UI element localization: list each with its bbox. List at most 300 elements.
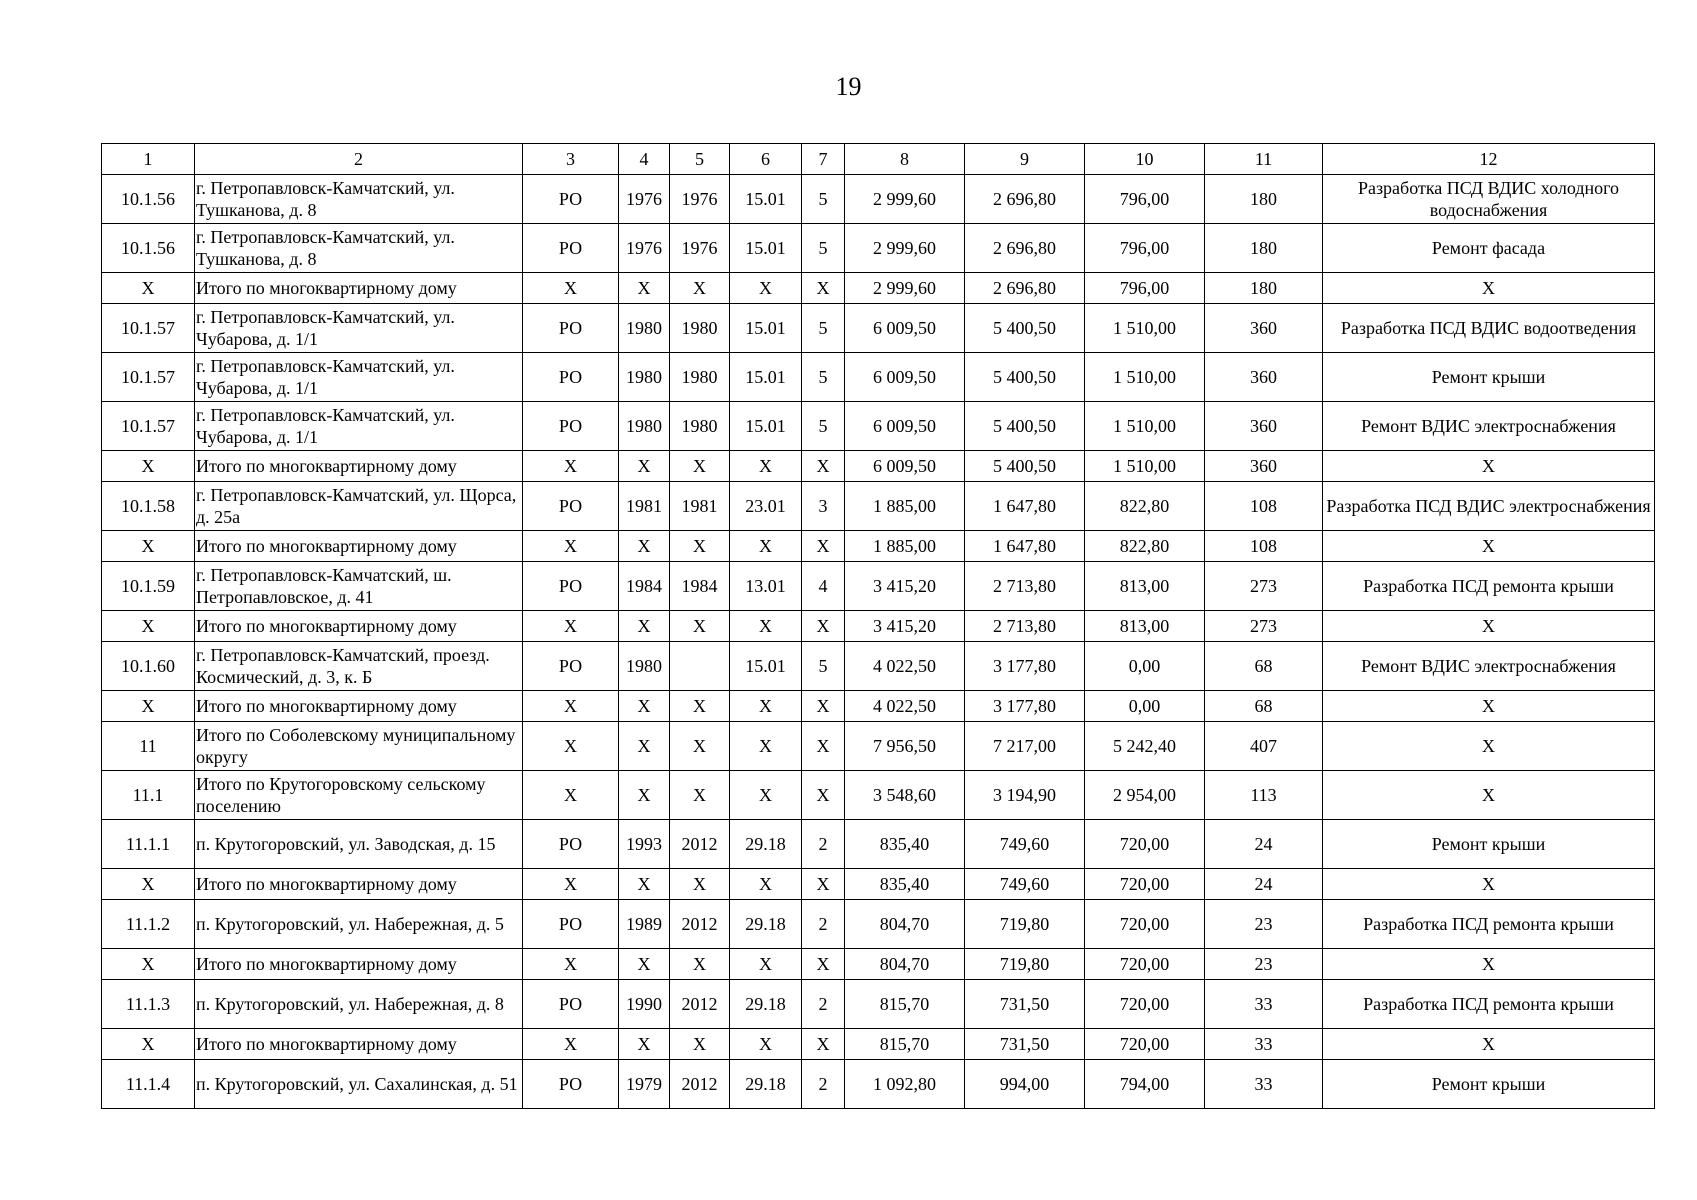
- residents-cell: 407: [1205, 722, 1323, 771]
- work-type-cell: Разработка ПСД ВДИС холодного водоснабжения: [1323, 175, 1655, 224]
- address-cell: г. Петропавловск-Камчатский, ул. Чубарова, д. 1/1: [195, 353, 523, 402]
- table-row: [102, 224, 1655, 273]
- address-cell: Итого по Крутогоровскому сельскому поселению: [195, 771, 523, 820]
- method-cell: РО: [523, 304, 619, 353]
- living-area-cell: 994,00: [965, 1060, 1085, 1109]
- residents-cell: 273: [1205, 611, 1323, 642]
- area-cell: 0,00: [1085, 691, 1205, 722]
- table-row: [102, 175, 1655, 224]
- code-cell: 29.18: [730, 900, 802, 949]
- residents-cell: 24: [1205, 869, 1323, 900]
- area-cell: 720,00: [1085, 900, 1205, 949]
- living-area-cell: 5 400,50: [965, 451, 1085, 482]
- total-area-cell: 804,70: [845, 949, 965, 980]
- living-area-cell: 2 713,80: [965, 611, 1085, 642]
- work-type-cell: X: [1323, 691, 1655, 722]
- commission-year-cell: 1980: [619, 402, 670, 451]
- commission-year-cell: 1984: [619, 562, 670, 611]
- total-area-cell: 6 009,50: [845, 304, 965, 353]
- address-cell: г. Петропавловск-Камчатский, ул. Тушканова, д. 8: [195, 175, 523, 224]
- table-row: [102, 402, 1655, 451]
- area-cell: 720,00: [1085, 869, 1205, 900]
- work-type-cell: Ремонт ВДИС электроснабжения: [1323, 642, 1655, 691]
- table-header-row: [102, 144, 1655, 175]
- code-cell: 29.18: [730, 820, 802, 869]
- total-area-cell: 6 009,50: [845, 353, 965, 402]
- repair-year-cell: X: [670, 691, 730, 722]
- address-cell: п. Крутогоровский, ул. Набережная, д. 5: [195, 900, 523, 949]
- code-cell: X: [730, 691, 802, 722]
- address-cell: п. Крутогоровский, ул. Заводская, д. 15: [195, 820, 523, 869]
- method-cell: РО: [523, 175, 619, 224]
- total-area-cell: 3 415,20: [845, 611, 965, 642]
- commission-year-cell: X: [619, 949, 670, 980]
- code-cell: 29.18: [730, 1060, 802, 1109]
- address-cell: г. Петропавловск-Камчатский, ул. Щорса, д. 25а: [195, 482, 523, 531]
- work-type-cell: X: [1323, 771, 1655, 820]
- row-number-cell: 11.1.4: [102, 1060, 195, 1109]
- row-number-cell: 10.1.57: [102, 353, 195, 402]
- area-cell: 822,80: [1085, 531, 1205, 562]
- area-cell: 5 242,40: [1085, 722, 1205, 771]
- total-area-cell: 4 022,50: [845, 691, 965, 722]
- address-cell: п. Крутогоровский, ул. Сахалинская, д. 51: [195, 1060, 523, 1109]
- work-type-cell: Ремонт крыши: [1323, 820, 1655, 869]
- total-area-cell: 2 999,60: [845, 175, 965, 224]
- work-type-cell: Разработка ПСД ремонта крыши: [1323, 980, 1655, 1029]
- living-area-cell: 7 217,00: [965, 722, 1085, 771]
- floors-cell: 2: [802, 820, 845, 869]
- row-number-cell: 11.1.1: [102, 820, 195, 869]
- area-cell: 822,80: [1085, 482, 1205, 531]
- area-cell: 794,00: [1085, 1060, 1205, 1109]
- row-number-cell: X: [102, 451, 195, 482]
- repair-year-cell: X: [670, 1029, 730, 1060]
- row-number-cell: 10.1.58: [102, 482, 195, 531]
- row-number-cell: X: [102, 691, 195, 722]
- floors-cell: 5: [802, 224, 845, 273]
- residents-cell: 180: [1205, 175, 1323, 224]
- area-cell: 720,00: [1085, 949, 1205, 980]
- residents-cell: 108: [1205, 482, 1323, 531]
- repair-year-cell: X: [670, 451, 730, 482]
- total-area-cell: 1 885,00: [845, 482, 965, 531]
- residents-cell: 113: [1205, 771, 1323, 820]
- living-area-cell: 1 647,80: [965, 531, 1085, 562]
- table-row: [102, 691, 1655, 722]
- column-header-1: 1: [102, 144, 195, 175]
- area-cell: 1 510,00: [1085, 451, 1205, 482]
- total-area-cell: 804,70: [845, 900, 965, 949]
- code-cell: X: [730, 771, 802, 820]
- method-cell: X: [523, 611, 619, 642]
- table-row: [102, 353, 1655, 402]
- floors-cell: X: [802, 722, 845, 771]
- living-area-cell: 749,60: [965, 820, 1085, 869]
- residents-cell: 33: [1205, 980, 1323, 1029]
- method-cell: X: [523, 273, 619, 304]
- method-cell: X: [523, 949, 619, 980]
- total-area-cell: 3 415,20: [845, 562, 965, 611]
- commission-year-cell: X: [619, 1029, 670, 1060]
- method-cell: РО: [523, 642, 619, 691]
- area-cell: 813,00: [1085, 611, 1205, 642]
- residents-cell: 108: [1205, 531, 1323, 562]
- commission-year-cell: X: [619, 451, 670, 482]
- table-row: [102, 642, 1655, 691]
- total-area-cell: 3 548,60: [845, 771, 965, 820]
- repair-year-cell: 2012: [670, 820, 730, 869]
- floors-cell: X: [802, 273, 845, 304]
- repair-year-cell: X: [670, 869, 730, 900]
- repair-year-cell: X: [670, 722, 730, 771]
- code-cell: 29.18: [730, 980, 802, 1029]
- address-cell: Итого по многоквартирному дому: [195, 691, 523, 722]
- floors-cell: X: [802, 451, 845, 482]
- table-row: [102, 611, 1655, 642]
- column-header-8: 8: [845, 144, 965, 175]
- work-type-cell: Ремонт ВДИС электроснабжения: [1323, 402, 1655, 451]
- method-cell: X: [523, 771, 619, 820]
- total-area-cell: 815,70: [845, 1029, 965, 1060]
- floors-cell: 2: [802, 980, 845, 1029]
- residents-cell: 273: [1205, 562, 1323, 611]
- area-cell: 1 510,00: [1085, 402, 1205, 451]
- area-cell: 813,00: [1085, 562, 1205, 611]
- code-cell: X: [730, 722, 802, 771]
- living-area-cell: 3 177,80: [965, 691, 1085, 722]
- method-cell: X: [523, 691, 619, 722]
- method-cell: РО: [523, 224, 619, 273]
- commission-year-cell: X: [619, 691, 670, 722]
- row-number-cell: 11.1.3: [102, 980, 195, 1029]
- column-header-10: 10: [1085, 144, 1205, 175]
- method-cell: РО: [523, 402, 619, 451]
- table-row: [102, 451, 1655, 482]
- table-row: [102, 820, 1655, 869]
- row-number-cell: X: [102, 531, 195, 562]
- total-area-cell: 835,40: [845, 869, 965, 900]
- table-row: [102, 562, 1655, 611]
- floors-cell: X: [802, 949, 845, 980]
- column-header-3: 3: [523, 144, 619, 175]
- row-number-cell: 11: [102, 722, 195, 771]
- address-cell: г. Петропавловск-Камчатский, ш. Петропавловское, д. 41: [195, 562, 523, 611]
- repair-year-cell: X: [670, 531, 730, 562]
- residents-cell: 33: [1205, 1060, 1323, 1109]
- area-cell: 720,00: [1085, 1029, 1205, 1060]
- method-cell: X: [523, 869, 619, 900]
- residents-cell: 360: [1205, 402, 1323, 451]
- area-cell: 720,00: [1085, 980, 1205, 1029]
- method-cell: РО: [523, 900, 619, 949]
- column-header-11: 11: [1205, 144, 1323, 175]
- address-cell: Итого по многоквартирному дому: [195, 611, 523, 642]
- address-cell: г. Петропавловск-Камчатский, ул. Чубарова, д. 1/1: [195, 304, 523, 353]
- area-cell: 1 510,00: [1085, 304, 1205, 353]
- code-cell: 13.01: [730, 562, 802, 611]
- commission-year-cell: 1993: [619, 820, 670, 869]
- row-number-cell: X: [102, 869, 195, 900]
- code-cell: 15.01: [730, 353, 802, 402]
- commission-year-cell: 1980: [619, 304, 670, 353]
- repair-year-cell: 1976: [670, 224, 730, 273]
- area-cell: 0,00: [1085, 642, 1205, 691]
- living-area-cell: 719,80: [965, 949, 1085, 980]
- table-row: [102, 482, 1655, 531]
- method-cell: РО: [523, 820, 619, 869]
- residents-cell: 33: [1205, 1029, 1323, 1060]
- row-number-cell: 10.1.57: [102, 402, 195, 451]
- residents-cell: 68: [1205, 691, 1323, 722]
- address-cell: Итого по многоквартирному дому: [195, 273, 523, 304]
- commission-year-cell: X: [619, 273, 670, 304]
- work-type-cell: X: [1323, 949, 1655, 980]
- method-cell: X: [523, 531, 619, 562]
- column-header-6: 6: [730, 144, 802, 175]
- method-cell: РО: [523, 1060, 619, 1109]
- method-cell: РО: [523, 353, 619, 402]
- table-row: [102, 304, 1655, 353]
- table-row: [102, 1029, 1655, 1060]
- table-row: [102, 771, 1655, 820]
- work-type-cell: X: [1323, 869, 1655, 900]
- code-cell: X: [730, 531, 802, 562]
- work-type-cell: X: [1323, 1029, 1655, 1060]
- living-area-cell: 731,50: [965, 980, 1085, 1029]
- living-area-cell: 1 647,80: [965, 482, 1085, 531]
- commission-year-cell: 1981: [619, 482, 670, 531]
- repair-year-cell: 1980: [670, 304, 730, 353]
- commission-year-cell: X: [619, 531, 670, 562]
- residents-cell: 23: [1205, 949, 1323, 980]
- area-cell: 796,00: [1085, 175, 1205, 224]
- address-cell: Итого по многоквартирному дому: [195, 949, 523, 980]
- table-row: [102, 980, 1655, 1029]
- commission-year-cell: X: [619, 869, 670, 900]
- floors-cell: X: [802, 771, 845, 820]
- repair-year-cell: X: [670, 273, 730, 304]
- living-area-cell: 2 696,80: [965, 273, 1085, 304]
- floors-cell: 2: [802, 900, 845, 949]
- commission-year-cell: 1990: [619, 980, 670, 1029]
- row-number-cell: 11.1: [102, 771, 195, 820]
- living-area-cell: 719,80: [965, 900, 1085, 949]
- code-cell: X: [730, 869, 802, 900]
- page-number: 19: [835, 72, 862, 101]
- work-type-cell: Разработка ПСД ремонта крыши: [1323, 562, 1655, 611]
- column-header-7: 7: [802, 144, 845, 175]
- commission-year-cell: X: [619, 611, 670, 642]
- address-cell: г. Петропавловск-Камчатский, ул. Тушканова, д. 8: [195, 224, 523, 273]
- residents-cell: 23: [1205, 900, 1323, 949]
- floors-cell: X: [802, 1029, 845, 1060]
- row-number-cell: X: [102, 273, 195, 304]
- table-row: [102, 1060, 1655, 1109]
- work-type-cell: X: [1323, 611, 1655, 642]
- living-area-cell: 731,50: [965, 1029, 1085, 1060]
- row-number-cell: X: [102, 949, 195, 980]
- work-type-cell: Ремонт фасада: [1323, 224, 1655, 273]
- total-area-cell: 6 009,50: [845, 402, 965, 451]
- address-cell: Итого по многоквартирному дому: [195, 451, 523, 482]
- work-type-cell: X: [1323, 451, 1655, 482]
- total-area-cell: 2 999,60: [845, 224, 965, 273]
- address-cell: г. Петропавловск-Камчатский, ул. Чубарова, д. 1/1: [195, 402, 523, 451]
- code-cell: 15.01: [730, 224, 802, 273]
- code-cell: 15.01: [730, 642, 802, 691]
- total-area-cell: 7 956,50: [845, 722, 965, 771]
- living-area-cell: 5 400,50: [965, 402, 1085, 451]
- address-cell: Итого по многоквартирному дому: [195, 869, 523, 900]
- repair-year-cell: X: [670, 611, 730, 642]
- residents-cell: 68: [1205, 642, 1323, 691]
- column-header-9: 9: [965, 144, 1085, 175]
- total-area-cell: 6 009,50: [845, 451, 965, 482]
- total-area-cell: 835,40: [845, 820, 965, 869]
- code-cell: X: [730, 1029, 802, 1060]
- row-number-cell: X: [102, 611, 195, 642]
- table-row: [102, 273, 1655, 304]
- code-cell: X: [730, 611, 802, 642]
- area-cell: 796,00: [1085, 273, 1205, 304]
- floors-cell: X: [802, 869, 845, 900]
- living-area-cell: 3 194,90: [965, 771, 1085, 820]
- table-row: [102, 900, 1655, 949]
- floors-cell: 5: [802, 642, 845, 691]
- repair-year-cell: 1980: [670, 402, 730, 451]
- floors-cell: 5: [802, 175, 845, 224]
- method-cell: РО: [523, 562, 619, 611]
- repair-year-cell: 1976: [670, 175, 730, 224]
- repair-year-cell: 1980: [670, 353, 730, 402]
- address-cell: Итого по многоквартирному дому: [195, 1029, 523, 1060]
- table-row: [102, 531, 1655, 562]
- repair-year-cell: 1984: [670, 562, 730, 611]
- living-area-cell: 2 713,80: [965, 562, 1085, 611]
- repair-year-cell: X: [670, 771, 730, 820]
- area-cell: 2 954,00: [1085, 771, 1205, 820]
- commission-year-cell: 1980: [619, 642, 670, 691]
- repair-year-cell: 2012: [670, 900, 730, 949]
- work-type-cell: Разработка ПСД ремонта крыши: [1323, 900, 1655, 949]
- total-area-cell: 1 092,80: [845, 1060, 965, 1109]
- commission-year-cell: 1979: [619, 1060, 670, 1109]
- address-cell: п. Крутогоровский, ул. Набережная, д. 8: [195, 980, 523, 1029]
- row-number-cell: 10.1.57: [102, 304, 195, 353]
- code-cell: X: [730, 949, 802, 980]
- work-type-cell: Разработка ПСД ВДИС водоотведения: [1323, 304, 1655, 353]
- commission-year-cell: 1976: [619, 224, 670, 273]
- row-number-cell: 10.1.60: [102, 642, 195, 691]
- total-area-cell: 2 999,60: [845, 273, 965, 304]
- repair-year-cell: X: [670, 949, 730, 980]
- living-area-cell: 3 177,80: [965, 642, 1085, 691]
- method-cell: X: [523, 722, 619, 771]
- floors-cell: 3: [802, 482, 845, 531]
- code-cell: 15.01: [730, 175, 802, 224]
- column-header-12: 12: [1323, 144, 1655, 175]
- row-number-cell: 11.1.2: [102, 900, 195, 949]
- method-cell: X: [523, 451, 619, 482]
- work-type-cell: Ремонт крыши: [1323, 1060, 1655, 1109]
- commission-year-cell: X: [619, 771, 670, 820]
- commission-year-cell: 1989: [619, 900, 670, 949]
- commission-year-cell: 1976: [619, 175, 670, 224]
- residents-cell: 360: [1205, 353, 1323, 402]
- area-cell: 796,00: [1085, 224, 1205, 273]
- floors-cell: X: [802, 691, 845, 722]
- work-type-cell: X: [1323, 273, 1655, 304]
- residents-cell: 24: [1205, 820, 1323, 869]
- repair-year-cell: [670, 642, 730, 691]
- residents-cell: 360: [1205, 451, 1323, 482]
- area-cell: 720,00: [1085, 820, 1205, 869]
- repair-year-cell: 1981: [670, 482, 730, 531]
- code-cell: 15.01: [730, 402, 802, 451]
- code-cell: X: [730, 451, 802, 482]
- row-number-cell: 10.1.56: [102, 175, 195, 224]
- residents-cell: 180: [1205, 224, 1323, 273]
- floors-cell: 5: [802, 353, 845, 402]
- work-type-cell: X: [1323, 531, 1655, 562]
- column-header-5: 5: [670, 144, 730, 175]
- living-area-cell: 2 696,80: [965, 224, 1085, 273]
- commission-year-cell: 1980: [619, 353, 670, 402]
- column-header-2: 2: [195, 144, 523, 175]
- method-cell: РО: [523, 980, 619, 1029]
- repair-year-cell: 2012: [670, 980, 730, 1029]
- column-header-4: 4: [619, 144, 670, 175]
- work-type-cell: Ремонт крыши: [1323, 353, 1655, 402]
- table-row: [102, 869, 1655, 900]
- floors-cell: 5: [802, 402, 845, 451]
- area-cell: 1 510,00: [1085, 353, 1205, 402]
- living-area-cell: 749,60: [965, 869, 1085, 900]
- address-cell: г. Петропавловск-Камчатский, проезд. Космический, д. 3, к. Б: [195, 642, 523, 691]
- table-body: [102, 175, 1655, 1109]
- work-type-cell: X: [1323, 722, 1655, 771]
- work-type-cell: Разработка ПСД ВДИС электроснабжения: [1323, 482, 1655, 531]
- repair-year-cell: 2012: [670, 1060, 730, 1109]
- row-number-cell: 10.1.56: [102, 224, 195, 273]
- floors-cell: 2: [802, 1060, 845, 1109]
- commission-year-cell: X: [619, 722, 670, 771]
- living-area-cell: 5 400,50: [965, 353, 1085, 402]
- method-cell: X: [523, 1029, 619, 1060]
- code-cell: X: [730, 273, 802, 304]
- method-cell: РО: [523, 482, 619, 531]
- floors-cell: X: [802, 531, 845, 562]
- address-cell: Итого по многоквартирному дому: [195, 531, 523, 562]
- table-row: [102, 722, 1655, 771]
- total-area-cell: 4 022,50: [845, 642, 965, 691]
- address-cell: Итого по Соболевскому муниципальному округу: [195, 722, 523, 771]
- living-area-cell: 2 696,80: [965, 175, 1085, 224]
- residents-cell: 180: [1205, 273, 1323, 304]
- floors-cell: X: [802, 611, 845, 642]
- total-area-cell: 1 885,00: [845, 531, 965, 562]
- code-cell: 15.01: [730, 304, 802, 353]
- row-number-cell: 10.1.59: [102, 562, 195, 611]
- code-cell: 23.01: [730, 482, 802, 531]
- floors-cell: 4: [802, 562, 845, 611]
- row-number-cell: X: [102, 1029, 195, 1060]
- floors-cell: 5: [802, 304, 845, 353]
- total-area-cell: 815,70: [845, 980, 965, 1029]
- table-row: [102, 949, 1655, 980]
- residents-cell: 360: [1205, 304, 1323, 353]
